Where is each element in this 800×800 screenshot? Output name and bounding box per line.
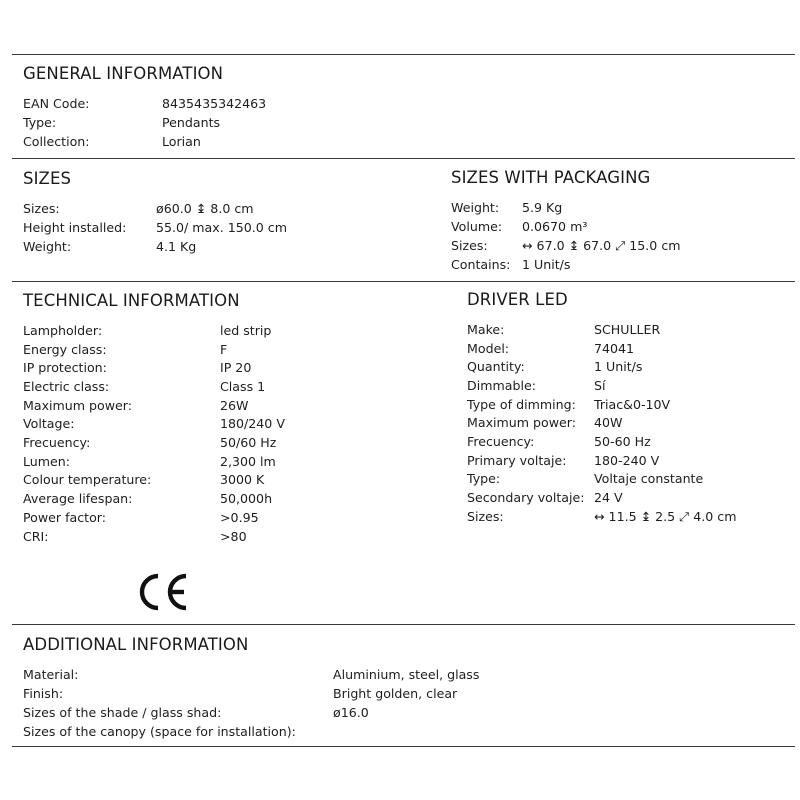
spec-label: Sizes of the shade / glass shad:: [23, 705, 222, 720]
spec-value: 40W: [594, 415, 623, 430]
spec-label: IP protection:: [23, 360, 107, 375]
spec-label: Dimmable:: [467, 378, 536, 393]
spec-value: 3000 K: [220, 472, 265, 487]
spec-label: Contains:: [451, 257, 511, 272]
spec-label: Sizes:: [467, 509, 504, 524]
spec-label: Maximum power:: [23, 398, 133, 413]
spec-label: EAN Code:: [23, 96, 90, 111]
spec-value: 1 Unit/s: [594, 359, 643, 374]
spec-value: ø16.0: [333, 705, 369, 720]
spec-value: IP 20: [220, 360, 252, 375]
spec-label: Type:: [23, 115, 57, 130]
spec-label: Sizes:: [23, 201, 60, 216]
spec-label: Volume:: [451, 219, 503, 234]
spec-value: 0.0670 m³: [522, 219, 588, 234]
spec-value: F: [220, 342, 228, 357]
spec-value: ø60.0 ↨ 8.0 cm: [156, 201, 254, 216]
spec-value: 50,000h: [220, 491, 273, 506]
spec-label: Power factor:: [23, 510, 106, 525]
spec-label: Type of dimming:: [467, 397, 576, 412]
spec-label: Sizes of the canopy (space for installation):: [23, 724, 296, 739]
spec-value: Lorian: [162, 134, 201, 149]
divider: [12, 158, 795, 159]
spec-label: Frecuency:: [467, 434, 535, 449]
divider: [12, 54, 795, 55]
spec-label: Frecuency:: [23, 435, 91, 450]
spec-label: Primary voltaje:: [467, 453, 567, 468]
spec-label: Secondary voltaje:: [467, 490, 585, 505]
spec-value: 74041: [594, 341, 635, 356]
spec-value: 1 Unit/s: [522, 257, 571, 272]
spec-value: 26W: [220, 398, 249, 413]
spec-label: Weight:: [451, 200, 500, 215]
spec-label: Weight:: [23, 239, 72, 254]
spec-value: Voltaje constante: [594, 471, 704, 486]
spec-label: Type:: [467, 471, 501, 486]
spec-value: Aluminium, steel, glass: [333, 667, 480, 682]
spec-label: Energy class:: [23, 342, 107, 357]
spec-value: 5.9 Kg: [522, 200, 563, 215]
spec-label: Lampholder:: [23, 323, 103, 338]
spec-value: ↔ 11.5 ↨ 2.5 ⤢ 4.0 cm: [594, 509, 737, 524]
spec-label: Height installed:: [23, 220, 127, 235]
spec-value: Class 1: [220, 379, 266, 394]
spec-value: Pendants: [162, 115, 221, 130]
driver-led-heading: DRIVER LED: [467, 290, 568, 309]
spec-value: led strip: [220, 323, 272, 338]
spec-value: Triac&0-10V: [594, 397, 671, 412]
spec-value: >0.95: [220, 510, 259, 525]
spec-value: Sí: [594, 378, 606, 393]
spec-value: 55.0/ max. 150.0 cm: [156, 220, 287, 235]
spec-value: 50-60 Hz: [594, 434, 651, 449]
spec-label: CRI:: [23, 529, 49, 544]
spec-label: Make:: [467, 322, 505, 337]
divider: [12, 746, 795, 747]
sizes-heading: SIZES: [23, 169, 72, 188]
divider: [12, 624, 795, 625]
spec-label: Colour temperature:: [23, 472, 152, 487]
spec-value: 4.1 Kg: [156, 239, 197, 254]
technical-information-heading: TECHNICAL INFORMATION: [23, 291, 240, 310]
spec-label: Material:: [23, 667, 79, 682]
spec-value: 50/60 Hz: [220, 435, 277, 450]
spec-label: Lumen:: [23, 454, 71, 469]
additional-information-heading: ADDITIONAL INFORMATION: [23, 635, 249, 654]
spec-value: ↔ 67.0 ↨ 67.0 ⤢ 15.0 cm: [522, 238, 681, 253]
spec-value: 180-240 V: [594, 453, 660, 468]
spec-value: 24 V: [594, 490, 623, 505]
spec-label: Average lifespan:: [23, 491, 133, 506]
spec-value: 2,300 lm: [220, 454, 276, 469]
spec-value: 180/240 V: [220, 416, 285, 431]
spec-label: Collection:: [23, 134, 90, 149]
general-information-heading: GENERAL INFORMATION: [23, 64, 224, 83]
spec-label: Voltage:: [23, 416, 75, 431]
spec-label: Model:: [467, 341, 510, 356]
spec-label: Quantity:: [467, 359, 525, 374]
spec-value: 8435435342463: [162, 96, 267, 111]
divider: [12, 281, 795, 282]
spec-label: Electric class:: [23, 379, 110, 394]
spec-label: Finish:: [23, 686, 64, 701]
spec-label: Maximum power:: [467, 415, 577, 430]
sizes-with-packaging-heading: SIZES WITH PACKAGING: [451, 168, 651, 187]
spec-label: Sizes:: [451, 238, 488, 253]
spec-value: >80: [220, 529, 247, 544]
ce-mark-logo: [134, 568, 190, 616]
spec-value: Bright golden, clear: [333, 686, 458, 701]
spec-value: SCHULLER: [594, 322, 661, 337]
